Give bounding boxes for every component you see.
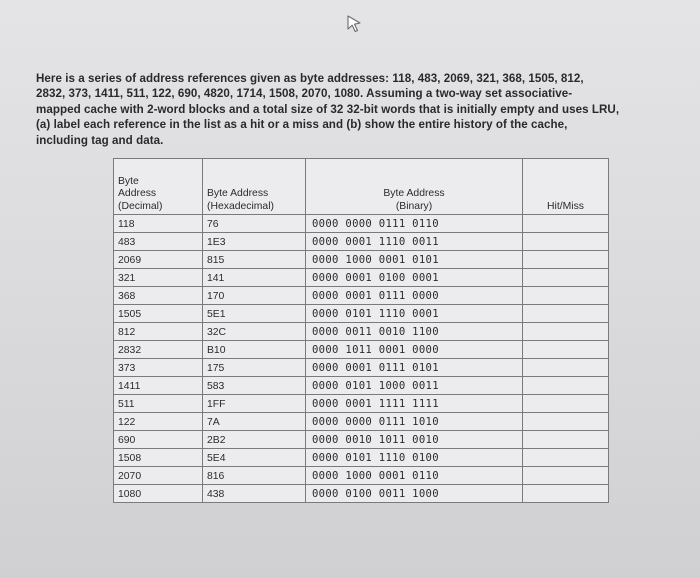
table-row <box>114 251 609 269</box>
cell-decimal: 373 <box>114 359 203 377</box>
header-decimal: Byte Address (Decimal) <box>114 159 203 215</box>
table-row <box>114 323 609 341</box>
cell-decimal: 483 <box>114 233 203 251</box>
cell-hexadecimal: 816 <box>203 467 306 485</box>
table-row <box>114 449 609 467</box>
cell-hexadecimal: 438 <box>203 485 306 503</box>
cell-decimal: 321 <box>114 269 203 287</box>
cell-hit-miss <box>523 377 609 395</box>
cell-decimal: 511 <box>114 395 203 413</box>
cell-hit-miss <box>523 359 609 377</box>
cell-binary: 0000 1000 0001 0101 <box>306 251 523 269</box>
mouse-pointer-icon <box>344 14 364 34</box>
cell-hit-miss <box>523 233 609 251</box>
table-row <box>114 431 609 449</box>
cell-binary: 0000 1011 0001 0000 <box>306 341 523 359</box>
table-row <box>114 413 609 431</box>
cell-hexadecimal: 170 <box>203 287 306 305</box>
cell-hit-miss <box>523 305 609 323</box>
table-body <box>114 215 609 503</box>
cell-hexadecimal: B10 <box>203 341 306 359</box>
cell-hit-miss <box>523 341 609 359</box>
cell-hexadecimal: 76 <box>203 215 306 233</box>
cell-binary: 0000 0011 0010 1100 <box>306 323 523 341</box>
table-row <box>114 233 609 251</box>
cell-hexadecimal: 5E1 <box>203 305 306 323</box>
cell-hexadecimal: 175 <box>203 359 306 377</box>
cell-decimal: 2069 <box>114 251 203 269</box>
header-binary: Byte Address (Binary) <box>306 159 523 215</box>
cell-hexadecimal: 1E3 <box>203 233 306 251</box>
cell-binary: 0000 1000 0001 0110 <box>306 467 523 485</box>
cell-decimal: 812 <box>114 323 203 341</box>
table-row <box>114 395 609 413</box>
cell-binary: 0000 0001 1110 0011 <box>306 233 523 251</box>
cell-binary: 0000 0001 0100 0001 <box>306 269 523 287</box>
cell-binary: 0000 0000 0111 0110 <box>306 215 523 233</box>
cell-binary: 0000 0000 0111 1010 <box>306 413 523 431</box>
cell-hexadecimal: 5E4 <box>203 449 306 467</box>
cell-decimal: 2832 <box>114 341 203 359</box>
cell-binary: 0000 0101 1110 0001 <box>306 305 523 323</box>
question-line: Here is a series of address references given as byte addresses: 118, 483, 2069, 321, 368, 1505, 812, <box>36 71 584 85</box>
question-line: (a) label each reference in the list as a hit or a miss and (b) show the entire history of the cache, <box>36 118 568 131</box>
cell-decimal: 368 <box>114 287 203 305</box>
table-row <box>114 215 609 233</box>
cell-decimal: 1508 <box>114 449 203 467</box>
cell-decimal: 1505 <box>114 305 203 323</box>
cell-hit-miss <box>523 449 609 467</box>
cell-hit-miss <box>523 485 609 503</box>
cell-decimal: 690 <box>114 431 203 449</box>
table-row <box>114 485 609 503</box>
cell-hit-miss <box>523 431 609 449</box>
table-row <box>114 377 609 395</box>
question-text <box>36 55 656 148</box>
cell-binary: 0000 0001 0111 0101 <box>306 359 523 377</box>
cell-hexadecimal: 815 <box>203 251 306 269</box>
cell-hexadecimal: 7A <box>203 413 306 431</box>
cell-hexadecimal: 32C <box>203 323 306 341</box>
cell-binary: 0000 0100 0011 1000 <box>306 485 523 503</box>
cell-hit-miss <box>523 251 609 269</box>
cell-hit-miss <box>523 413 609 431</box>
header-hexadecimal: Byte Address (Hexadecimal) <box>203 159 306 215</box>
cell-hit-miss <box>523 269 609 287</box>
cell-binary: 0000 0101 1110 0100 <box>306 449 523 467</box>
table-header-row <box>114 159 609 215</box>
table-row <box>114 359 609 377</box>
cell-decimal: 1080 <box>114 485 203 503</box>
cell-hit-miss <box>523 323 609 341</box>
cell-decimal: 122 <box>114 413 203 431</box>
cell-hit-miss <box>523 467 609 485</box>
cell-binary: 0000 0001 1111 1111 <box>306 395 523 413</box>
question-line: mapped cache with 2-word blocks and a total size of 32 32-bit words that is initially empty and uses LRU, <box>36 102 620 116</box>
cell-hexadecimal: 141 <box>203 269 306 287</box>
cell-hit-miss <box>523 395 609 413</box>
cell-decimal: 118 <box>114 215 203 233</box>
cell-hexadecimal: 1FF <box>203 395 306 413</box>
cell-hit-miss <box>523 215 609 233</box>
table-row <box>114 287 609 305</box>
table-row <box>114 467 609 485</box>
cell-hit-miss <box>523 287 609 305</box>
cell-decimal: 2070 <box>114 467 203 485</box>
question-line: including tag and data. <box>36 133 164 147</box>
table-row <box>114 269 609 287</box>
cell-decimal: 1411 <box>114 377 203 395</box>
address-table <box>113 158 609 503</box>
question-line: 2832, 373, 1411, 511, 122, 690, 4820, 1714, 1508, 2070, 1080. Assuming a two-way set associative- <box>36 87 573 100</box>
table-row <box>114 305 609 323</box>
cell-hexadecimal: 583 <box>203 377 306 395</box>
cell-binary: 0000 0010 1011 0010 <box>306 431 523 449</box>
cell-hexadecimal: 2B2 <box>203 431 306 449</box>
cell-binary: 0000 0001 0111 0000 <box>306 287 523 305</box>
table-row <box>114 341 609 359</box>
header-hit-miss: Hit/Miss <box>523 159 609 215</box>
cell-binary: 0000 0101 1000 0011 <box>306 377 523 395</box>
